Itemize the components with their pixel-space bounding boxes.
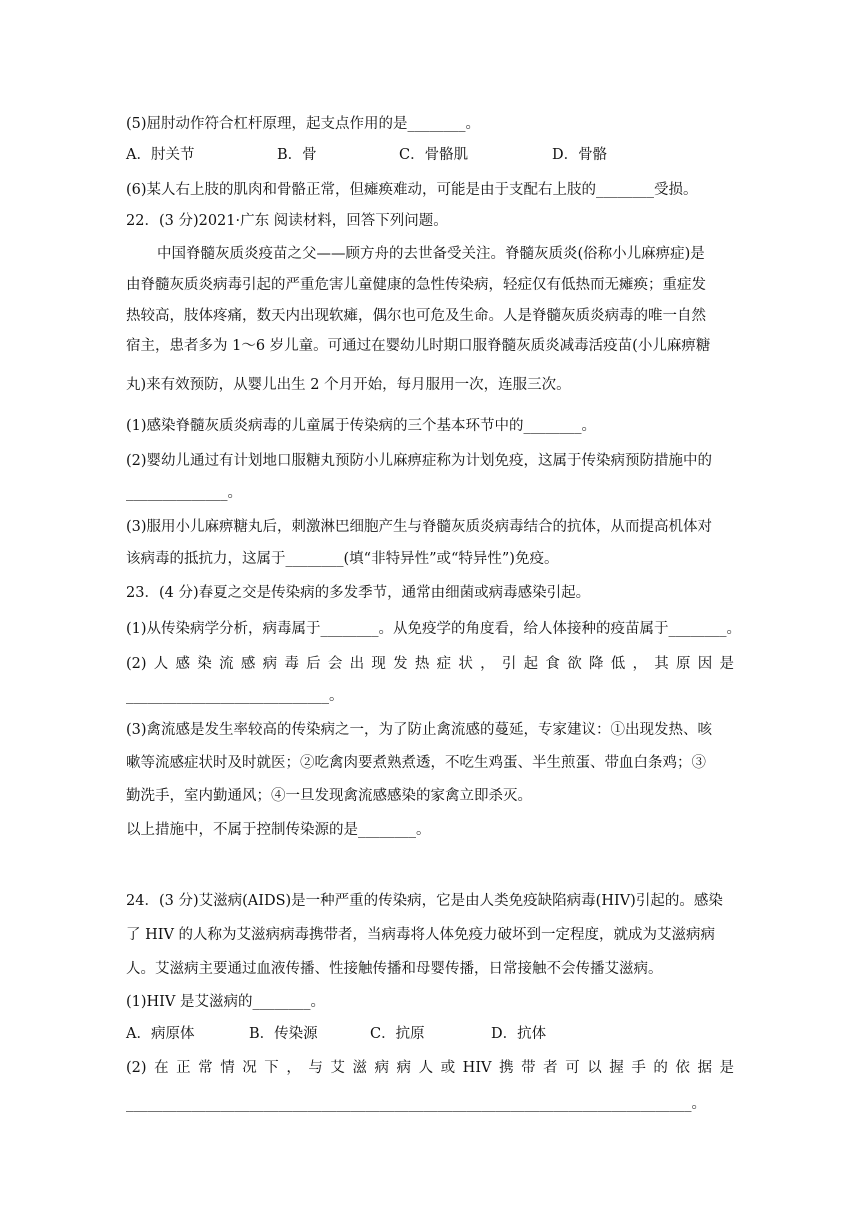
q24-part1: (1)HIV 是艾滋病的________。: [126, 994, 325, 1010]
q22-heading: 22．(3 分)2021·广东 阅读材料，回答下列问题。: [126, 213, 448, 229]
q23-part2-blank: ____________________________。: [126, 688, 344, 704]
q21-part5: (5)屈肘动作符合杠杆原理，起支点作用的是________。: [126, 116, 481, 132]
q22-part2-blank: ______________。: [126, 485, 242, 501]
q24-option-a: A．病原体: [126, 1026, 195, 1042]
q24-option-b: B．传染源: [249, 1026, 318, 1042]
q23-part3-question: 以上措施中，不属于控制传染源的是________。: [126, 822, 431, 838]
q23-heading: 23．(4 分)春夏之交是传染病的多发季节，通常由细菌或病毒感染引起。: [126, 585, 591, 601]
q22-paragraph-line: 中国脊髓灰质炎疫苗之父——顾方舟的去世备受关注。脊髓灰质炎(俗称小儿麻痹症)是: [157, 246, 705, 262]
q22-part1: (1)感染脊髓灰质炎病毒的儿童属于传染病的三个基本环节中的________。: [126, 418, 597, 434]
q22-part3: (3)服用小儿麻痹糖丸后，刺激淋巴细胞产生与脊髓灰质炎病毒结合的抗体，从而提高机体对: [126, 519, 713, 535]
q23-part3-cont: 嗽等流感症状时及时就医；②吃禽肉要煮熟煮透，不吃生鸡蛋、半生煎蛋、带血白条鸡；③: [126, 755, 706, 771]
q24-part2-blank: ______________________________________________________________________________。: [126, 1096, 706, 1112]
q24-option-c: C．抗原: [370, 1026, 425, 1042]
q24-heading: 24．(3 分)艾滋病(AIDS)是一种严重的传染病，它是由人类免疫缺陷病毒(HIV)引起的。感染: [126, 893, 723, 909]
q24-heading-cont: 人。艾滋病主要通过血液传播、性接触传播和母婴传播，日常接触不会传播艾滋病。: [126, 961, 663, 977]
q21-option-a: A．肘关节: [126, 147, 195, 163]
q24-option-d: D．抗体: [491, 1026, 547, 1042]
q21-part6: (6)某人右上肢的肌肉和骨骼正常，但瘫痪难动，可能是由于支配右上肢的________受损。: [126, 182, 698, 198]
q22-paragraph-line: 宿主，患者多为 1～6 岁儿童。可通过在婴幼儿时期口服脊髓灰质炎减毒活疫苗(小儿麻痹糖: [126, 338, 711, 354]
q23-part3: (3)禽流感是发生率较高的传染病之一，为了防止禽流感的蔓延，专家建议：①出现发热、咳: [126, 722, 713, 738]
q23-part2: (2)人感染流感病毒后会出现发热症状，引起食欲降低，其原因是: [126, 656, 734, 672]
q22-part2: (2)婴幼儿通过有计划地口服糖丸预防小儿麻痹症称为计划免疫，这属于传染病预防措施中的: [126, 453, 713, 469]
q22-paragraph-line: 由脊髓灰质炎病毒引起的严重危害儿童健康的急性传染病，轻症仅有低热而无瘫痪；重症发: [126, 277, 706, 293]
q24-heading-cont: 了 HIV 的人称为艾滋病病毒携带者，当病毒将人体免疫力破坏到一定程度，就成为艾滋病病: [126, 927, 716, 943]
q23-part1: (1)从传染病学分析，病毒属于________。从免疫学的角度看，给人体接种的疫苗属于________。: [126, 621, 742, 637]
q21-option-c: C．骨骼肌: [399, 147, 469, 163]
q22-paragraph-line: 热较高，肢体疼痛，数天内出现软瘫，偶尔也可危及生命。人是脊髓灰质炎病毒的唯一自然: [126, 308, 706, 324]
q24-part2: (2)在正常情况下，与艾滋病病人或HIV携带者可以握手的依据是: [126, 1060, 734, 1076]
q21-option-b: B．骨: [277, 147, 317, 163]
q22-part3-cont: 该病毒的抵抗力，这属于________(填“非特异性”或“特异性”)免疫。: [126, 551, 559, 567]
q21-option-d: D．骨骼: [552, 147, 608, 163]
q22-paragraph-line: 丸)来有效预防，从婴儿出生 2 个月开始，每月服用一次，连服三次。: [126, 377, 571, 393]
q23-part3-cont: 勤洗手，室内勤通风；④一旦发现禽流感感染的家禽立即杀灭。: [126, 788, 532, 804]
